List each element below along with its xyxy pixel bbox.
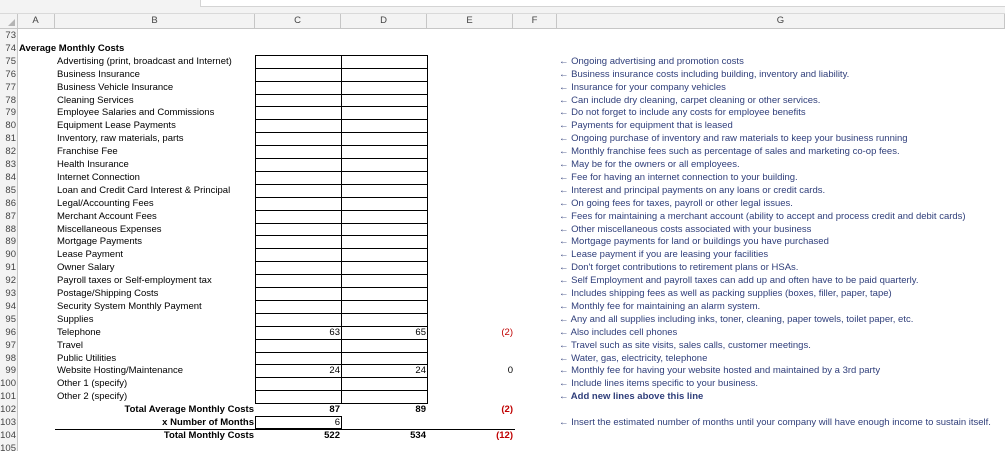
cost-item-note: ← Business insurance costs including building, inventory and liability. [559,68,850,80]
row-number[interactable]: 74 [5,42,16,54]
total-monthly-difference: (12) [496,429,513,441]
cost-item-label: Legal/Accounting Fees [57,197,154,209]
cost-item-label: Miscellaneous Expenses [57,223,162,235]
cost-item-note: ← Monthly fee for maintaining an alarm system. [559,300,761,312]
cost-item-note: ← Any and all supplies including inks, toner, cleaning, paper towels, toilet paper, etc. [559,313,914,325]
total-monthly-label: Total Monthly Costs [163,429,254,441]
section-title: Average Monthly Costs [19,42,125,54]
row-number[interactable]: 89 [5,236,16,248]
row-number[interactable]: 84 [5,171,16,183]
input-grid-border [255,132,428,133]
row-number[interactable]: 105 [0,442,16,454]
cost-item-note: ← Travel such as site visits, sales calls, customer meetings. [559,339,811,351]
input-grid-border [255,68,428,69]
cost-item-label: Equipment Lease Payments [57,120,176,132]
row-number[interactable]: 81 [5,133,16,145]
cost-item-note: ← Also includes cell phones [559,326,678,338]
row-number[interactable]: 90 [5,249,16,261]
input-grid-border [255,313,428,314]
total-average-current: 87 [329,404,340,416]
cost-item-note: ← Ongoing purchase of inventory and raw materials to keep your business running [559,133,908,145]
row-number[interactable]: 96 [5,326,16,338]
cost-item-label: Supplies [57,313,94,325]
cost-item-label: Telephone [57,326,101,338]
cost-item-note: ← On going fees for taxes, payroll or other legal issues. [559,197,793,209]
input-grid-border [255,184,428,185]
cost-item-note: ← Don't forget contributions to retirement plans or HSAs. [559,262,799,274]
select-all-corner[interactable] [0,14,18,28]
cost-item-label: Lease Payment [57,249,124,261]
input-grid-border [255,197,428,198]
row-number[interactable]: 80 [5,120,16,132]
input-grid-border [255,364,428,365]
cost-item-note: ← Ongoing advertising and promotion costs [559,55,744,67]
input-grid-border [255,390,428,391]
cost-item-note: ← Includes shipping fees as well as packing supplies (boxes, filler, paper, tape) [559,288,892,299]
cost-item-label: Owner Salary [57,262,115,274]
row-number[interactable]: 88 [5,223,16,235]
cost-item-label: Internet Connection [57,171,140,183]
cost-item-label: Public Utilities [57,352,117,364]
cost-item-note: ← Other miscellaneous costs associated with your business [559,223,812,235]
cost-item-note: ← Payments for equipment that is leased [559,120,733,132]
cost-item-label: Website Hosting/Maintenance [57,365,184,377]
cost-difference: 0 [507,365,513,377]
cost-item-label: Postage/Shipping Costs [57,288,159,299]
input-grid-border [255,287,428,288]
input-grid-border [255,274,428,275]
input-grid-border [255,248,428,249]
input-grid-border [255,326,428,327]
input-grid-border [255,235,428,236]
row-number[interactable]: 91 [5,262,16,274]
cost-item-label: Payroll taxes or Self-employment tax [57,275,212,287]
cost-previous-value: 65 [415,326,426,338]
row-number[interactable]: 73 [5,30,16,41]
total-monthly-current: 522 [324,429,340,441]
column-header-e[interactable]: E [427,14,513,28]
cost-item-note: ← Interest and principal payments on any loans or credit cards. [559,184,826,196]
row-number[interactable]: 83 [5,159,16,170]
cost-item-note: ← May be for the owners or all employees. [559,159,740,170]
cost-item-note: ← Fee for having an internet connection to your building. [559,171,798,183]
formula-bar-strip [0,0,1005,14]
row-number[interactable]: 104 [0,429,16,441]
cost-item-label: Merchant Account Fees [57,210,157,222]
row-header-bar [0,29,18,454]
cost-item-note: ← Monthly fee for having your website hosted and maintained by a 3rd party [559,365,881,377]
cost-previous-value: 24 [415,365,426,377]
row-number[interactable]: 77 [5,81,16,93]
row-number[interactable]: 75 [5,55,16,67]
input-grid-border [255,377,428,378]
row-number[interactable]: 86 [5,197,16,209]
input-grid-border [255,210,428,211]
cost-item-label: Security System Monthly Payment [57,300,202,312]
row-number[interactable]: 97 [5,339,16,351]
input-grid-border [255,403,428,404]
input-grid-border [255,300,428,301]
input-grid-border [255,171,428,172]
cost-item-note: ← Water, gas, electricity, telephone [559,352,708,364]
cost-item-note: ← Monthly franchise fees such as percentage of sales and marketing co-op fees. [559,146,900,158]
cost-item-note: ← Can include dry cleaning, carpet cleaning or other services. [559,94,821,106]
cost-item-note: ← Self Employment and payroll taxes can add up and often have to be paid quarterly. [559,275,919,287]
column-header-b[interactable]: B [55,14,255,28]
cost-difference: (2) [501,326,513,338]
months-label: x Number of Months [162,417,254,428]
cost-item-label: Business Vehicle Insurance [57,81,174,93]
row-number[interactable]: 76 [5,68,16,80]
input-grid-border [255,81,428,82]
cost-item-label: Other 1 (specify) [57,378,128,390]
cost-item-note: ← Mortgage payments for land or buildings you have purchased [559,236,829,248]
cost-item-label: Advertising (print, broadcast and Internet) [57,55,232,67]
column-header-bar [0,14,1005,29]
cost-item-label: Other 2 (specify) [57,391,128,403]
row-number[interactable]: 92 [5,275,16,287]
column-header-g[interactable]: G [557,14,1005,28]
months-note: ← Insert the estimated number of months until your company will have enough income to sustain itself. [559,417,991,428]
cost-item-label: Loan and Credit Card Interest & Principal [57,184,231,196]
row-number[interactable]: 103 [0,417,16,428]
row-number[interactable]: 85 [5,184,16,196]
formula-bar-input[interactable] [200,0,1005,7]
cost-item-label: Cleaning Services [57,94,134,106]
input-grid-border [255,106,428,107]
cost-current-value: 24 [329,365,340,377]
cost-item-note: ← Lease payment if you are leasing your facilities [559,249,769,261]
input-grid-border [255,352,428,353]
months-value: 6 [334,417,340,428]
cost-item-label: Employee Salaries and Commissions [57,107,215,119]
column-header-d[interactable]: D [341,14,427,28]
row-number[interactable]: 93 [5,288,16,299]
total-average-difference: (2) [501,404,513,416]
input-grid-border [255,55,428,56]
row-number[interactable]: 95 [5,313,16,325]
cost-item-note: ← Insurance for your company vehicles [559,81,726,93]
input-grid-border [255,339,428,340]
row-number[interactable]: 100 [0,378,16,390]
cost-item-label: Business Insurance [57,68,140,80]
input-grid-border [255,223,428,224]
column-header-a[interactable]: A [17,14,55,28]
cost-item-label: Franchise Fee [57,146,118,158]
row-number[interactable]: 98 [5,352,16,364]
cost-item-note: ← Do not forget to include any costs for employee benefits [559,107,806,119]
total-average-previous: 89 [415,404,426,416]
cost-item-label: Mortgage Payments [57,236,143,248]
row-number[interactable]: 78 [5,94,16,106]
cost-item-note: ← Fees for maintaining a merchant account (ability to accept and process credit and debit cards) [559,210,966,222]
input-grid-border [255,158,428,159]
row-number[interactable]: 102 [0,404,16,416]
input-grid-border [255,145,428,146]
cost-current-value: 63 [329,326,340,338]
months-input-box[interactable] [255,416,342,429]
row-number[interactable]: 99 [5,365,16,377]
cost-item-note: ← Include lines items specific to your business. [559,378,759,390]
row-number[interactable]: 94 [5,300,16,312]
row-number[interactable]: 101 [0,391,16,403]
cost-item-label: Travel [57,339,84,351]
cost-item-label: Health Insurance [57,159,129,170]
input-grid-border [255,94,428,95]
total-monthly-previous: 534 [410,429,426,441]
cost-item-label: Inventory, raw materials, parts [57,133,184,145]
input-grid-border [255,261,428,262]
column-header-f[interactable]: F [513,14,557,28]
column-header-c[interactable]: C [255,14,341,28]
row-number[interactable]: 79 [5,107,16,119]
input-grid-border [255,119,428,120]
totals-rule [55,429,515,430]
row-number[interactable]: 82 [5,146,16,158]
total-average-label: Total Average Monthly Costs [124,404,254,416]
cost-item-note: ← Add new lines above this line [559,391,704,403]
row-number[interactable]: 87 [5,210,16,222]
